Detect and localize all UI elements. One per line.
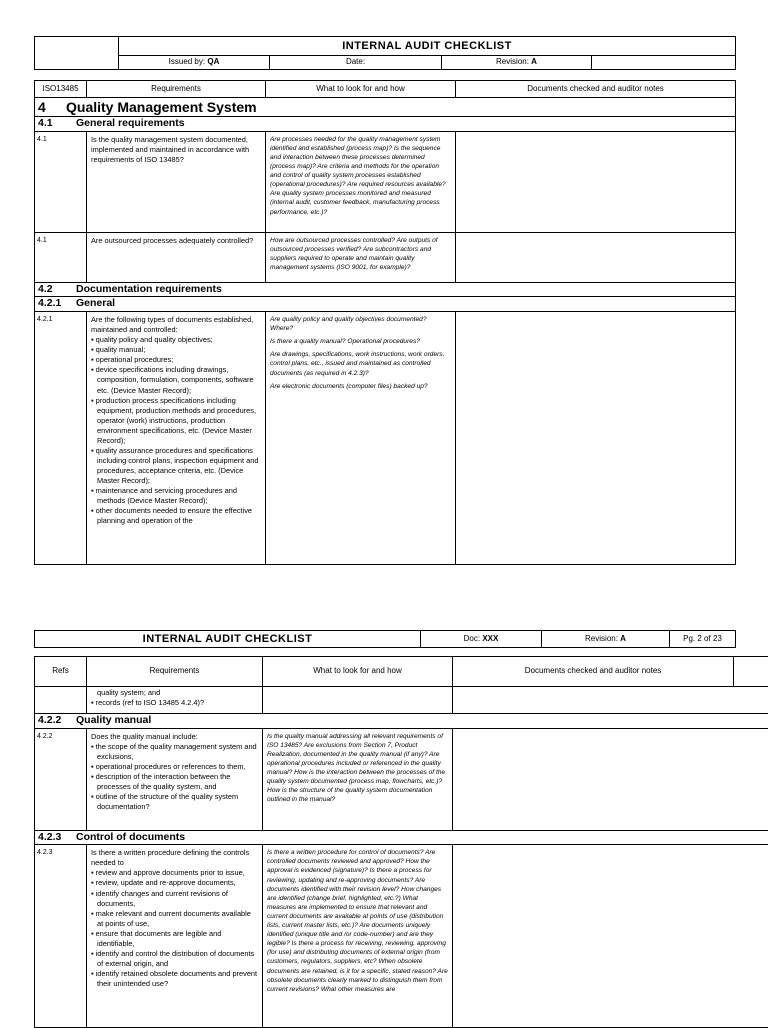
row-ref — [35, 687, 87, 714]
list-item: ▪ operational procedures; — [91, 355, 261, 365]
col-header-extra — [734, 657, 768, 687]
look-for-paragraph: Are drawings, specifications, work instructions, work orders, control plans, etc., issued and maintained as controlled documents (as required in 4.2.3)? — [270, 350, 451, 377]
section-heading: 4 Quality Management System — [35, 98, 736, 117]
table-row — [35, 687, 768, 714]
issued-by-cell: Issued by: QA — [119, 55, 270, 69]
list-item: ▪ other documents needed to ensure the effective planning and operation of the — [91, 506, 261, 526]
row-look-for: How are outsourced processes controlled? Are outputs of outsourced processes verified? Are subcontractors and suppliers required to operate and maintain quality management systems (ISO 9001, for example)? — [266, 232, 456, 282]
row-look-for: Is the quality manual addressing all relevant requirements of ISO 13485? Are exclusions from Section 7, Product Realization, documented in the quality manual (if any)? Are operational procedures included or referenced in the quality manual? How is the interaction between the processes of the quality system documented (process map, flowcharts, etc.)? How is the structure of the quality system documentation outlined in the manual? — [263, 728, 453, 830]
requirement-intro: Does the quality manual include: — [91, 732, 258, 742]
page2-checklist-table — [34, 656, 768, 1028]
row-requirement-continued — [87, 687, 263, 714]
col-header-ref: ISO13485 — [35, 81, 87, 98]
table-row — [35, 728, 768, 830]
subsection-heading-4-2-3: 4.2.3 Control of documents — [35, 830, 768, 845]
list-item: quality system; and — [91, 688, 258, 698]
date-cell: Date: — [270, 55, 442, 69]
subsection-heading-4-2: 4.2 Documentation requirements — [35, 282, 736, 297]
row-requirement — [87, 845, 263, 1028]
list-item: ▪ identify changes and current revisions of documents, — [91, 889, 258, 909]
table-row — [35, 312, 736, 565]
look-for-paragraph: Is there a quality manual? Operational procedures? — [270, 337, 451, 346]
table-row — [35, 131, 736, 232]
page1-title: INTERNAL AUDIT CHECKLIST — [119, 37, 736, 56]
revision-cell: Revision: A — [542, 631, 670, 648]
row-ref: 4.2.2 — [35, 728, 87, 830]
row-requirement: Are outsourced processes adequately controlled? — [87, 232, 266, 282]
col-header-requirements: Requirements — [87, 81, 266, 98]
page1-header-table — [34, 36, 736, 70]
col-header-look-for: What to look for and how — [266, 81, 456, 98]
list-item: ▪ identify and control the distribution of documents of external origin, and — [91, 949, 258, 969]
table-row — [35, 232, 736, 282]
table-row — [35, 845, 768, 1028]
row-ref: 4.1 — [35, 232, 87, 282]
col-header-notes: Documents checked and auditor notes — [456, 81, 736, 98]
row-look-for: Are processes needed for the quality management system identified and established (process map)? Is the sequence and interaction between these processes determined (process map)? Are criteria and methods for the operation and control of quality system processes established (operational procedures)? Are required resources available? Are quality system processes monitored and measured (internal audit, customer feedback, manufacturing process performance, etc.)? — [266, 131, 456, 232]
list-item: ▪ review and approve documents prior to issue, — [91, 868, 258, 878]
row-auditor-notes[interactable] — [453, 845, 768, 1028]
subsection-heading-4-2-1: 4.2.1 General — [35, 297, 736, 312]
row-ref: 4.2.1 — [35, 312, 87, 565]
list-item: ▪ outline of the structure of the quality system documentation? — [91, 792, 258, 812]
row-look-for — [263, 687, 453, 714]
col-header-requirements: Requirements — [87, 657, 263, 687]
col-header-look-for: What to look for and how — [263, 657, 453, 687]
row-requirement — [87, 728, 263, 830]
row-auditor-notes[interactable] — [453, 728, 768, 830]
list-item: ▪ device specifications including drawings, composition, formulation, components, software etc. (Device Master Record); — [91, 365, 261, 395]
doc-number-cell: Doc: XXX — [421, 631, 542, 648]
list-item: ▪ production process specifications including equipment, production methods and procedures, operator (work) instructions, production environment specifications, etc. (Device Master Record); — [91, 396, 261, 446]
page-number: Pg. 2 of 23 — [670, 631, 736, 648]
subsection-heading-4-2-2: 4.2.2 Quality manual — [35, 714, 768, 729]
col-header-ref: Refs — [35, 657, 87, 687]
requirement-intro: Is there a written procedure defining the controls needed to — [91, 848, 258, 868]
list-item: ▪ review, update and re-approve documents, — [91, 878, 258, 888]
page1-checklist-table — [34, 80, 736, 565]
list-item: ▪ quality assurance procedures and specifications including control plans, inspection equipment and procedures, acceptance criteria, etc. (Device Master Record); — [91, 446, 261, 486]
row-auditor-notes[interactable] — [453, 687, 768, 714]
subsection-heading-4-1: 4.1 General requirements — [35, 117, 736, 132]
row-look-for: Is there a written procedure for control of documents? Are controlled documents reviewed and approved? How the approval is evidenced (signature)? Is there a process for reviewing, updating and re-approving documents? Are documents identified with their revision level? How changes are identified (change brief, highlighted, etc.?) What measures are implemented to ensure that relevant and current documents are available at points of use (distribution lists, current master lists, etc.)? Are documents uniquely identified (unique title and /or code-number) and are they legible? Is there a process for receiving, reviewing, approving (for use) and distributing documents of external origin (from customers, regulators, suppliers, etc? When obsolete documents are retained, is it for a specific, stated reason? Are obsolete documents clearly marked to distinguish them from current revisions? What other measures are — [263, 845, 453, 1028]
row-look-for — [266, 312, 456, 565]
page2-header-table — [34, 630, 736, 648]
list-item: ▪ maintenance and servicing procedures and methods (Device Master Record); — [91, 486, 261, 506]
look-for-paragraph: Are electronic documents (computer files) backed up? — [270, 382, 451, 391]
list-item: ▪ quality manual; — [91, 345, 261, 355]
list-item: ▪ operational procedures or references to them, — [91, 762, 258, 772]
list-item: ▪ identify retained obsolete documents and prevent their unintended use? — [91, 969, 258, 989]
header-empty-cell — [592, 55, 736, 69]
row-auditor-notes[interactable] — [456, 312, 736, 565]
requirement-intro: Are the following types of documents established, maintained and controlled: — [91, 315, 261, 335]
row-requirement: Is the quality management system documented, implemented and maintained in accordance with requirements of ISO 13485? — [87, 131, 266, 232]
revision-cell: Revision: A — [442, 55, 592, 69]
row-requirement — [87, 312, 266, 565]
list-item: ▪ records (ref to ISO 13485 4.2.4)? — [91, 698, 258, 708]
list-item: ▪ description of the interaction between the processes of the quality system, and — [91, 772, 258, 792]
page2-title: INTERNAL AUDIT CHECKLIST — [35, 631, 421, 648]
look-for-paragraph: Are quality policy and quality objectives documented? Where? — [270, 315, 451, 333]
row-ref: 4.2.3 — [35, 845, 87, 1028]
header-blank-cell — [35, 37, 119, 70]
list-item: ▪ quality policy and quality objectives; — [91, 335, 261, 345]
list-item: ▪ the scope of the quality management system and exclusions, — [91, 742, 258, 762]
col-header-notes: Documents checked and auditor notes — [453, 657, 734, 687]
list-item: ▪ make relevant and current documents available at points of use, — [91, 909, 258, 929]
list-item: ▪ ensure that documents are legible and identifiable, — [91, 929, 258, 949]
row-auditor-notes[interactable] — [456, 131, 736, 232]
row-ref: 4.1 — [35, 131, 87, 232]
row-auditor-notes[interactable] — [456, 232, 736, 282]
